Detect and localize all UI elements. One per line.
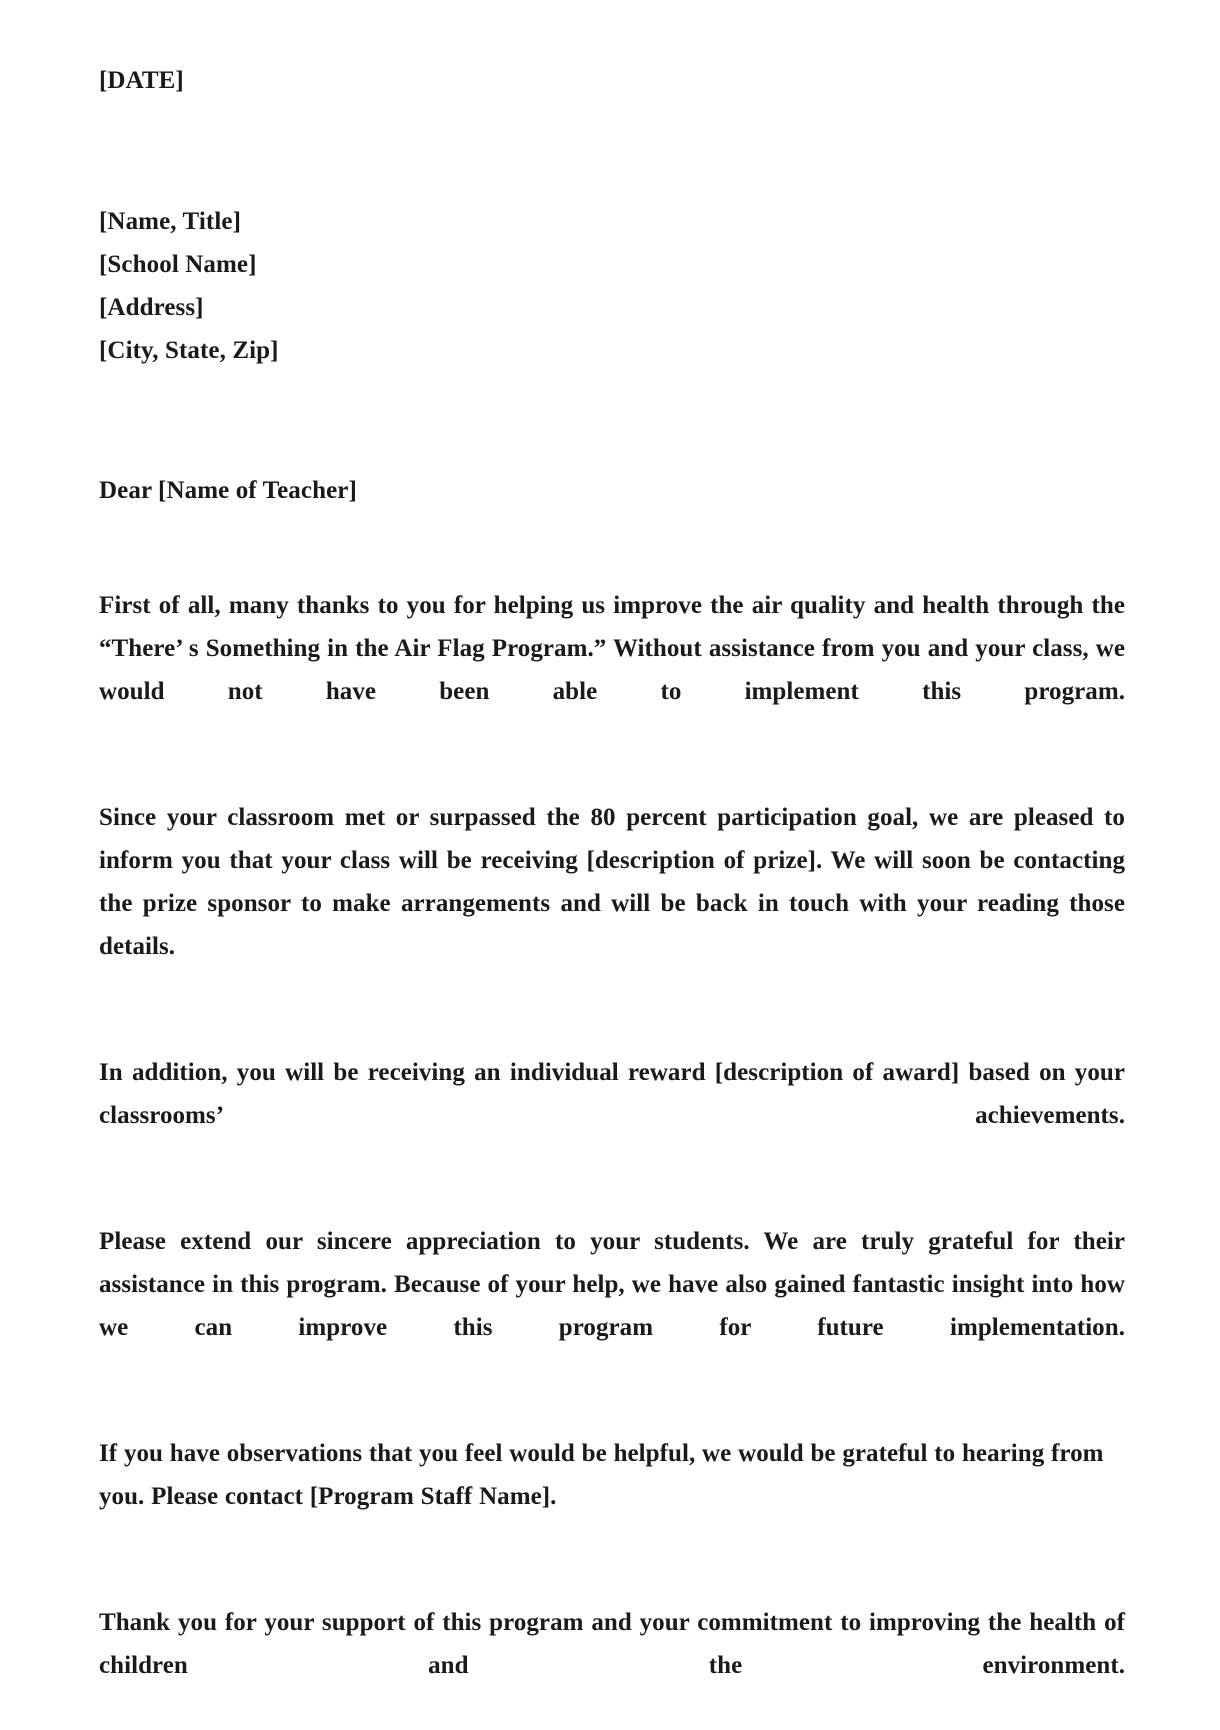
address-line-school-name: [School Name] [99, 251, 257, 278]
spacer-after-salutation [99, 512, 1125, 584]
body-paragraph-prize: Since your classroom met or surpassed the 80 percent participation goal, we are pleased to inform you that your class will be receiving [description of prize]. We will soon be contacting the prize sponsor to make arrangements and will be back in touch with your reading those details. [99, 804, 1125, 960]
spacer-after-date [99, 102, 1125, 200]
paragraph-gap-3 [99, 1180, 1125, 1220]
recipient-address-block [99, 200, 1125, 372]
body-paragraph-closing-thanks: Thank you for your support of this program and your commitment to improving the health of children and the environment. [99, 1609, 1125, 1679]
body-paragraph-award: In addition, you will be receiving an individual reward [description of award] based on your classrooms’ achievements. [99, 1059, 1125, 1129]
salutation: Dear [Name of Teacher] [99, 477, 357, 504]
date-placeholder: [DATE] [99, 67, 184, 94]
paragraph-gap-2 [99, 1011, 1125, 1051]
spacer-before-salutation [99, 372, 1125, 470]
address-line-name-title: [Name, Title] [99, 208, 242, 235]
paragraph-gap-4 [99, 1392, 1125, 1432]
address-line-city-state-zip: [City, State, Zip] [99, 337, 279, 364]
body-paragraph-appreciation: Please extend our sincere appreciation to your students. We are truly grateful for their assistance in this program. Because of your help, we have also gained fantastic insight into how we can improve this program for future implementation. [99, 1228, 1125, 1341]
body-paragraph-observations: If you have observations that you feel would be helpful, we would be grateful to hearing from you. Please contact [Program Staff Name]. [99, 1440, 1104, 1510]
letter-body [99, 60, 1125, 1730]
paragraph-gap-1 [99, 756, 1125, 796]
address-line-address: [Address] [99, 294, 204, 321]
paragraph-gap-5 [99, 1561, 1125, 1601]
body-paragraph-thanks: First of all, many thanks to you for helping us improve the air quality and health through the “There’ s Something in the Air Flag Program.” Without assistance from you and your class, we would not have been able to implement this program. [99, 592, 1125, 705]
